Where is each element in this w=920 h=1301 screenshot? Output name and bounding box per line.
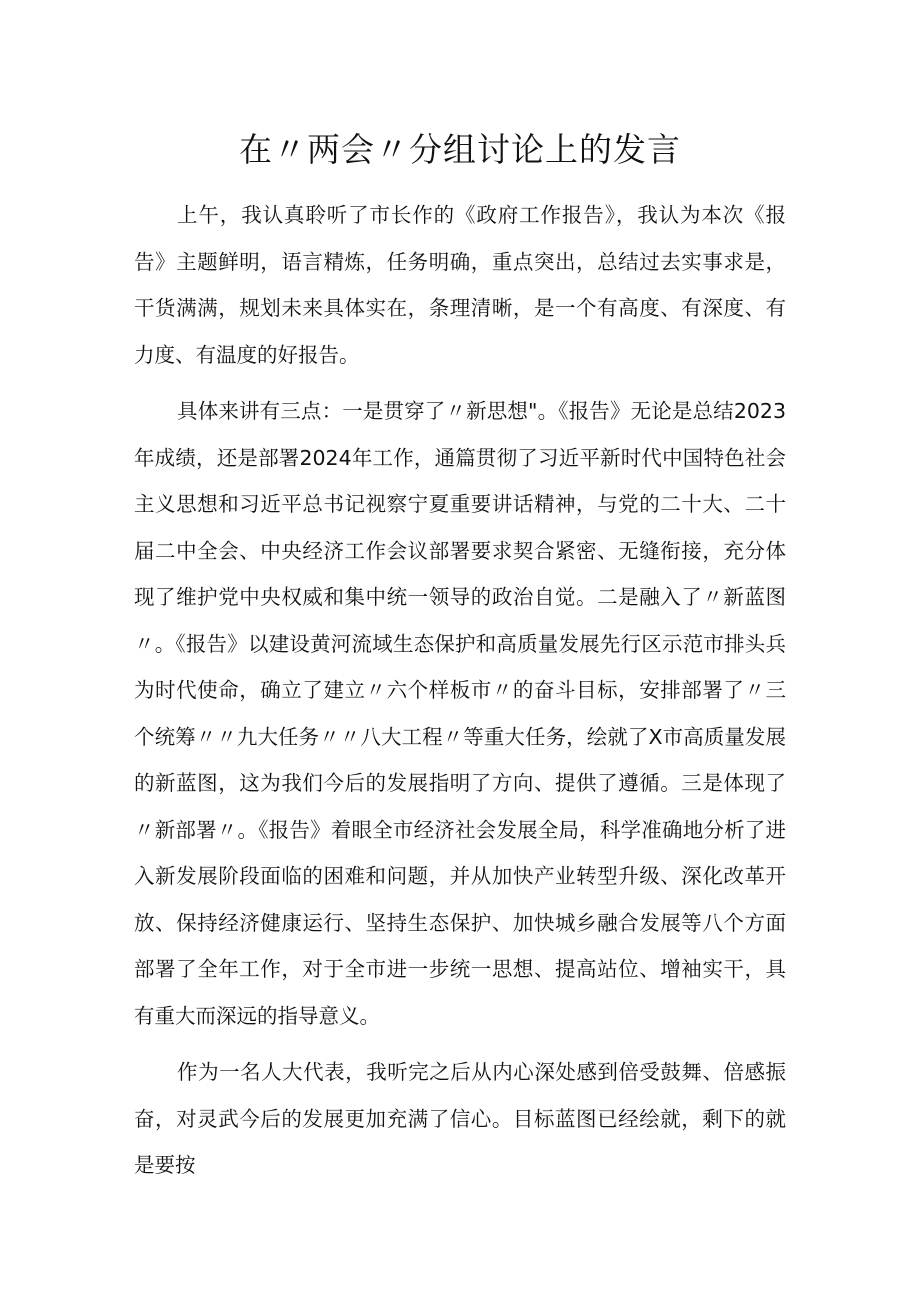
paragraph-1: 上午，我认真聆听了市长作的《政府工作报告》，我认为本次《报告》主题鲜明，语言精炼，任务明确，重点突出，总结过去实事求是，干货满满，规划未来具体实在，条理清晰，是一个有高度、有深度、有力度、有温度的好报告。 <box>134 203 786 367</box>
paragraph-2: 具体来讲有三点：一是贯穿了〃新思想"。《报告》无论是总结2023年成绩，还是部署2024年工作，通篇贯彻了习近平新时代中国特色社会主义思想和习近平总书记视察宁夏重要讲话精神，与党的二十大、二十届二中全会、中央经济工作会议部署要求契合紧密、无缝衔接，充分体现了维护党中央权威和集中统一领导的政治自觉。二是融入了〃新蓝图〃。《报告》以建设黄河流域生态保护和高质量发展先行区示范市排头兵为时代使命，确立了建立〃六个样板市〃的奋斗目标，安排部署了〃三个统筹〃〃九大任务〃〃八大工程〃等重大任务，绘就了X市高质量发展的新蓝图，这为我们今后的发展指明了方向、提供了遵循。三是体现了〃新部署〃。《报告》着眼全市经济社会发展全局，科学准确地分析了进入新发展阶段面临的困难和问题，并从加快产业转型升级、深化改革开放、保持经济健康运行、坚持生态保护、加快城乡融合发展等八个方面部署了全年工作，对于全市进一步统一思想、提高站位、增袖实干，具有重大而深远的指导意义。 <box>134 399 786 1028</box>
paragraph-3: 作为一名人大代表，我听完之后从内心深处感到倍受鼓舞、倍感振奋，对灵武今后的发展更加充满了信心。目标蓝图已经绘就，剩下的就是要按 <box>134 1060 786 1177</box>
document-title: 在〃两会〃分组讨论上的发言 <box>239 130 681 169</box>
